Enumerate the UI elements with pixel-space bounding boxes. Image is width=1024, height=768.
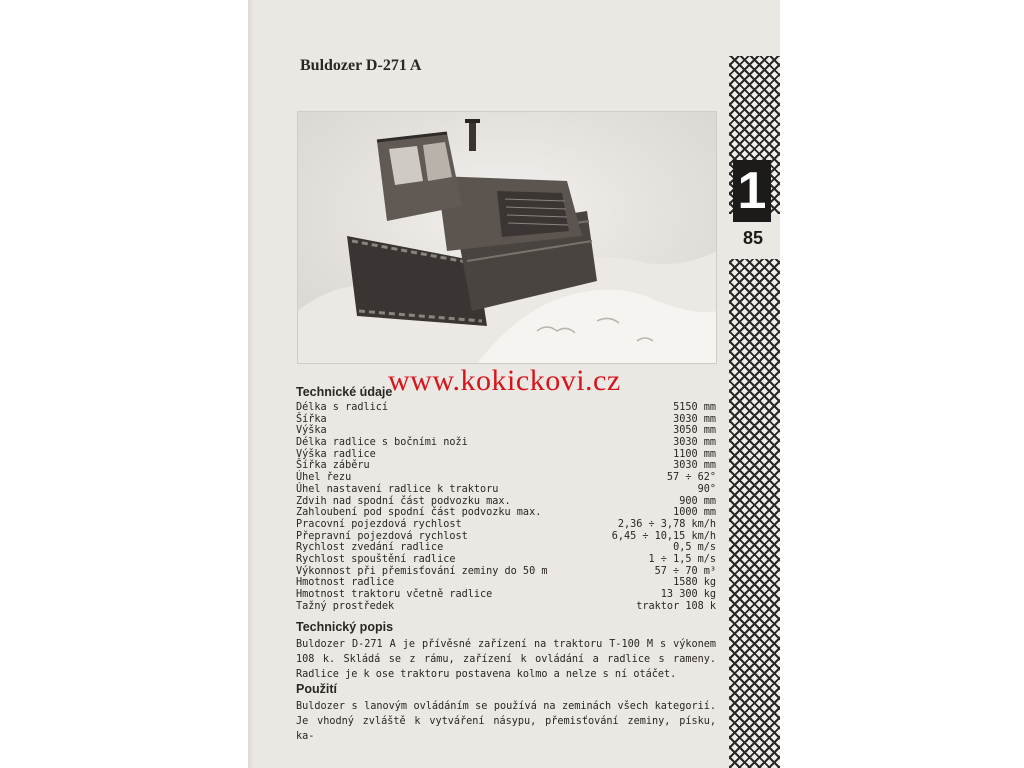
spec-value: 1100 mm: [673, 448, 716, 460]
spec-row: [296, 566, 716, 578]
spec-row: [296, 542, 716, 554]
page-number: 85: [742, 228, 764, 248]
spec-value: 2,36 ÷ 3,78 km/h: [617, 518, 716, 530]
spec-row: [296, 437, 716, 449]
spec-label: Tažný prostředek: [296, 600, 395, 612]
spec-label: Šířka: [296, 413, 327, 425]
spec-row: [296, 496, 716, 508]
crosshatch-margin-bottom: [729, 259, 780, 768]
section-number: 1: [733, 160, 771, 222]
page-edge-shadow: [248, 0, 254, 768]
usage-text: Buldozer s lanovým ovládáním se používá na zeminách všech kategorií. Je vhodný zvláště k vytváření násypu, přemisťování zeminy, písku, ka-: [296, 701, 716, 742]
spec-row: [296, 425, 716, 437]
spec-row: [296, 484, 716, 496]
spec-label: Rychlost spouštění radlice: [296, 553, 456, 565]
spec-label: Šířka záběru: [296, 460, 370, 472]
spec-value: traktor 108 k: [636, 600, 716, 612]
spec-value: 57 ÷ 70 m³: [654, 565, 716, 577]
spec-value: 90°: [697, 483, 716, 495]
spec-row: [296, 601, 716, 613]
spec-value: 6,45 ÷ 10,15 km/h: [611, 530, 716, 542]
spec-row: [296, 577, 716, 589]
technical-description-text: Buldozer D-271 A je přívěsné zařízení na traktoru T-100 M s výkonem 108 k. Skládá se z rámu, zařízení k ovládání a radlice s rameny. Radlice je k ose traktoru postavena kolmo a nelze s ní otáčet.: [296, 639, 716, 680]
spec-value: 3030 mm: [673, 437, 716, 449]
spec-value: 5150 mm: [673, 402, 716, 413]
bulldozer-photo: [297, 111, 717, 364]
spec-value: 13 300 kg: [660, 589, 716, 600]
technical-data-table: [296, 402, 716, 612]
spec-value: 3030 mm: [673, 460, 716, 472]
spec-label: Přepravní pojezdová rychlost: [296, 530, 468, 542]
spec-value: 3050 mm: [673, 425, 716, 437]
watermark-url: www.kokickovi.cz: [388, 364, 621, 397]
spec-row: [296, 472, 716, 484]
spec-value: 900 mm: [679, 495, 716, 507]
spec-row: [296, 460, 716, 472]
spec-row: [296, 554, 716, 566]
spec-value: 1 ÷ 1,5 m/s: [648, 553, 716, 565]
spec-row: [296, 449, 716, 461]
spec-label: Hmotnost radlice: [296, 577, 395, 589]
spec-label: Výška: [296, 425, 327, 437]
spec-label: Zahloubení pod spodní část podvozku max.: [296, 507, 542, 519]
technical-data-heading: Technické údaje: [296, 385, 393, 399]
spec-row: [296, 414, 716, 426]
spec-row: [296, 519, 716, 531]
technical-description-heading: Technický popis: [296, 620, 394, 634]
spec-value: 3030 mm: [673, 413, 716, 425]
spec-label: Výkonnost při přemisťování zeminy do 50 m: [296, 565, 548, 577]
spec-value: 1000 mm: [673, 507, 716, 519]
spec-label: Úhel nastavení radlice k traktoru: [296, 483, 499, 495]
spec-value: 1580 kg: [673, 577, 716, 589]
usage-heading: Použití: [296, 682, 337, 696]
spec-row: [296, 402, 716, 414]
spec-label: Zdvih nad spodní část podvozku max.: [296, 495, 511, 507]
spec-row: [296, 589, 716, 601]
spec-label: Hmotnost traktoru včetně radlice: [296, 589, 493, 600]
document-title: Buldozer D-271 A: [300, 57, 422, 74]
spec-label: Délka radlice s bočními noži: [296, 437, 468, 449]
spec-row: [296, 531, 716, 543]
spec-row: [296, 507, 716, 519]
spec-label: Pracovní pojezdová rychlost: [296, 518, 462, 530]
spec-label: Výška radlice: [296, 448, 376, 460]
spec-value: 0,5 m/s: [673, 542, 716, 554]
spec-label: Délka s radlicí: [296, 402, 389, 413]
spec-label: Úhel řezu: [296, 472, 352, 484]
spec-value: 57 ÷ 62°: [666, 472, 716, 484]
spec-label: Rychlost zvedání radlice: [296, 542, 444, 554]
